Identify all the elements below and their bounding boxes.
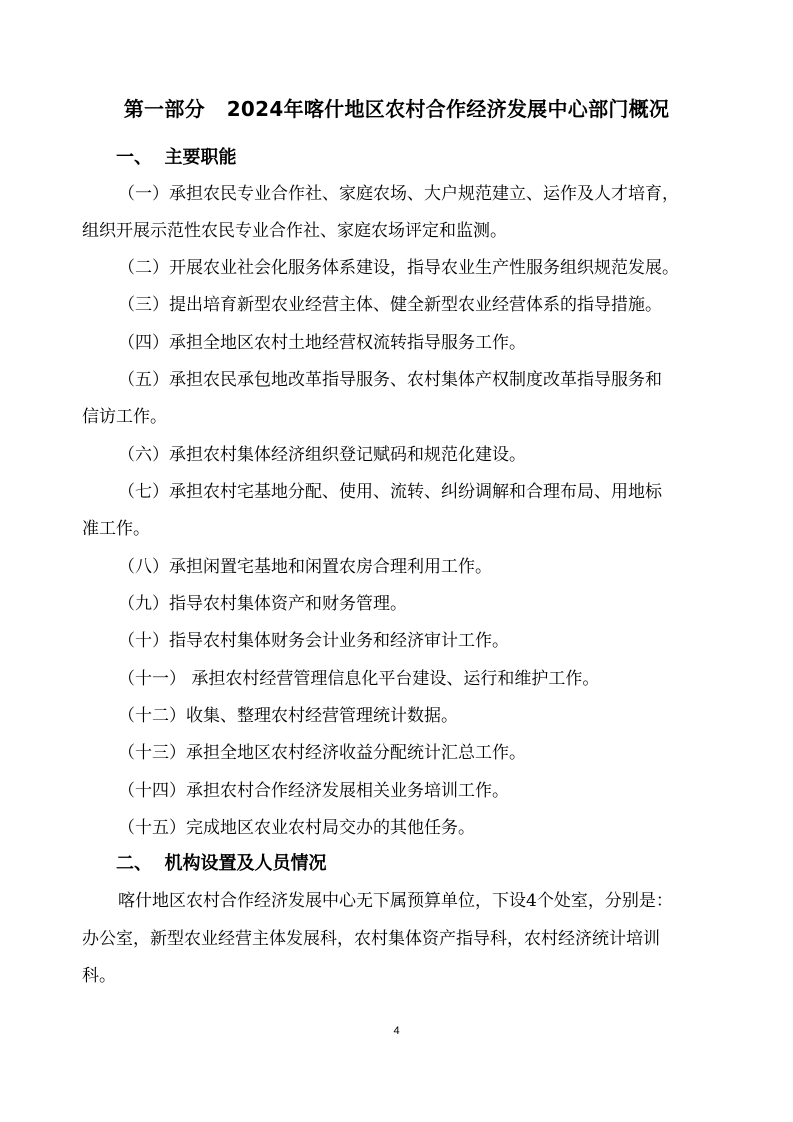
function-item-6: （六）承担农村集体经济组织登记赋码和规范化建设。 xyxy=(118,445,526,465)
function-item-8: （八）承担闲置宅基地和闲置农房合理利用工作。 xyxy=(118,557,492,577)
organization-line-2: 办公室，新型农业经营主体发展科，农村集体资产指导科，农村经济统计培训 xyxy=(82,929,660,949)
section-heading-main-functions: 一、 主要职能 xyxy=(116,147,237,168)
function-item-1-line-2: 组织开展示范性农民专业合作社、家庭农场评定和监测。 xyxy=(82,221,507,241)
organization-line-3: 科。 xyxy=(82,966,116,986)
function-item-4: （四）承担全地区农村土地经营权流转指导服务工作。 xyxy=(118,333,526,353)
organization-line-1: 喀什地区农村合作经济发展中心无下属预算单位，下设4个处室，分别是： xyxy=(118,891,673,911)
function-item-5-line-1: （五）承担农民承包地改革指导服务、农村集体产权制度改革指导服务和 xyxy=(118,370,662,390)
function-item-10: （十）指导农村集体财务会计业务和经济审计工作。 xyxy=(118,631,509,651)
function-item-15: （十五）完成地区农业农村局交办的其他任务。 xyxy=(118,818,475,838)
function-item-12: （十二）收集、整理农村经营管理统计数据。 xyxy=(118,706,458,726)
function-item-1-line-1: （一）承担农民专业合作社、家庭农场、大户规范建立、运作及人才培育， xyxy=(118,184,679,204)
page-title: 第一部分 2024年喀什地区农村合作经济发展中心部门概况 xyxy=(123,97,670,121)
function-item-3: （三）提出培育新型农业经营主体、健全新型农业经营体系的指导措施。 xyxy=(118,295,662,315)
page-number: 4 xyxy=(393,1025,400,1037)
function-item-7-line-2: 准工作。 xyxy=(82,519,150,539)
section-heading-organization: 二、 机构设置及人员情况 xyxy=(116,853,327,874)
function-item-2: （二）开展农业社会化服务体系建设，指导农业生产性服务组织规范发展。 xyxy=(118,258,679,278)
function-item-14: （十四）承担农村合作经济发展相关业务培训工作。 xyxy=(118,781,509,801)
function-item-7-line-1: （七）承担农村宅基地分配、使用、流转、纠纷调解和合理布局、用地标 xyxy=(118,482,662,502)
function-item-11: （十一） 承担农村经营管理信息化平台建设、运行和维护工作。 xyxy=(118,669,600,689)
function-item-5-line-2: 信访工作。 xyxy=(82,407,167,427)
function-item-9: （九）指导农村集体资产和财务管理。 xyxy=(118,594,407,614)
function-item-13: （十三）承担全地区农村经济收益分配统计汇总工作。 xyxy=(118,743,526,763)
